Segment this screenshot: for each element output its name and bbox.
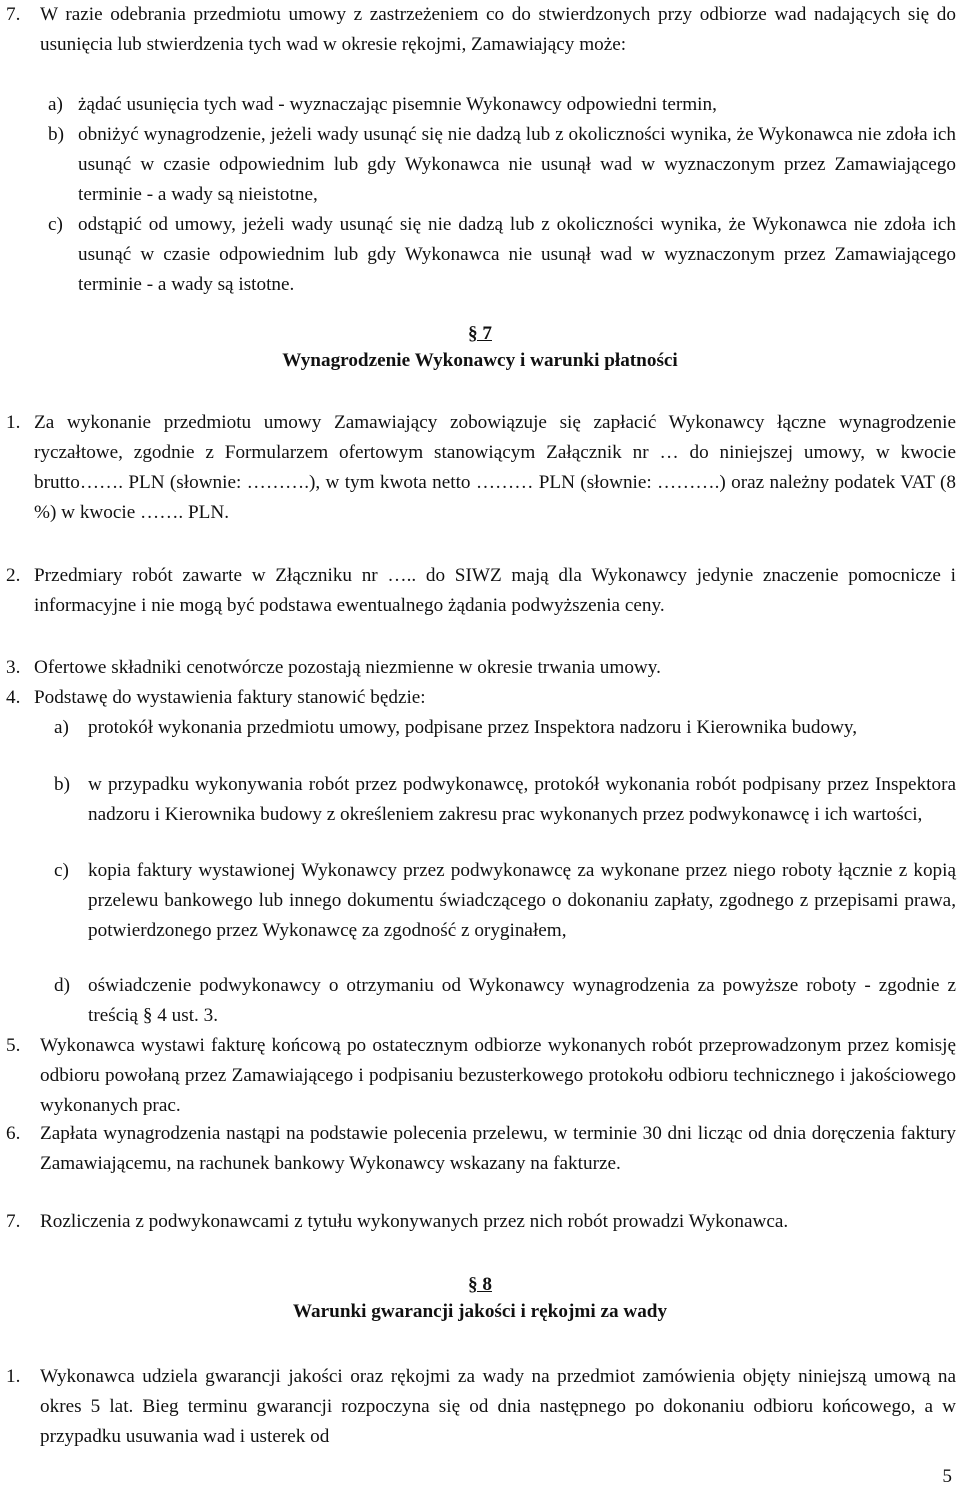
point-text: Ofertowe składniki cenotwórcze pozostają niezmienne w okresie trwania umowy. [34, 657, 661, 678]
point-7 [6, 0, 956, 60]
point-3 [6, 653, 956, 683]
list-text: oświadczenie podwykonawcy o otrzymaniu od Wykonawcy wynagrodzenia za powyższe roboty - zgodnie z treścią § 4 ust. 3. [88, 975, 956, 1026]
point-text: Podstawę do wystawienia faktury stanowić będzie: [34, 687, 426, 708]
list-text: protokół wykonania przedmiotu umowy, podpisane przez Inspektora nadzoru i Kierownika budowy, [88, 717, 858, 738]
list-text: obniżyć wynagrodzenie, jeżeli wady usunąć się nie dadzą lub z okoliczności wynika, że Wykonawca nie zdoła ich usunąć w czasie odpowiednim lub gdy Wykonawca nie usunął wad w wyznaczonym przez Zamawiającego terminie - a wady są nieistotne, [78, 124, 956, 205]
point-text: Wykonawca wystawi fakturę końcową po ostatecznym odbiorze wykonanych robót przeprowadzonym przez komisję odbioru powołaną przez Zamawiającego i podpisaniu bezusterkowego protokołu odbioru technicznego i jakościowego wykonanych prac. [40, 1035, 956, 1116]
point-text: Za wykonanie przedmiotu umowy Zamawiający zobowiązuje się zapłacić Wykonawcy łączne wynagrodzenie ryczałtowe, zgodnie z Formularzem ofertowym stanowiącym Załącznik nr … do niniejszej umowy, w kwocie brutto……. PLN (słownie: ……….), w tym kwota netto ……… PLN (słownie: ……….) oraz należny podatek VAT (8 %) w kwocie ……. PLN. [34, 412, 956, 523]
point-2 [6, 561, 956, 621]
point-7 [6, 1207, 956, 1237]
point-number: 3. [6, 657, 21, 678]
point-text: W razie odebrania przedmiotu umowy z zastrzeżeniem co do stwierdzonych przy odbiorze wad nadających się do usunięcia lub stwierdzenia tych wad w okresie rękojmi, Zamawiający może: [40, 4, 956, 55]
list-text: kopia faktury wystawionej Wykonawcy przez podwykonawcę za wykonane przez niego roboty łącznie z kopią przelewu bankowego lub innego dokumentu świadczącego o dokonaniu zapłaty, zgodnego z przepisami prawa, potwierdzonego przez Wykonawcę za zgodność z oryginałem, [88, 860, 956, 941]
point-number: 6. [6, 1123, 21, 1144]
list-text: żądać usunięcia tych wad - wyznaczając pisemnie Wykonawcy odpowiedni termin, [78, 94, 717, 115]
point-number: 7. [6, 1211, 21, 1232]
list-label: b) [48, 124, 64, 145]
point-number: 4. [6, 687, 21, 708]
point-1 [6, 1362, 956, 1452]
point-number: 7. [6, 4, 21, 25]
list-label: c) [54, 860, 69, 881]
list-text: w przypadku wykonywania robót przez podwykonawcę, protokół wykonania robót podpisany przez Inspektora nadzoru i Kierownika budowy z określeniem zakresu prac wykonanych przez podwykonawcę i ich wartości, [88, 774, 956, 825]
section-symbol: § 7 [468, 323, 492, 344]
point-1 [6, 408, 956, 528]
point-text: Zapłata wynagrodzenia nastąpi na podstawie polecenia przelewu, w terminie 30 dni licząc od dnia doręczenia faktury Zamawiającemu, na rachunek bankowy Wykonawcy wskazany na fakturze. [40, 1123, 956, 1174]
point-number: 1. [6, 412, 21, 433]
list-text: odstąpić od umowy, jeżeli wady usunąć się nie dadzą lub z okoliczności wynika, że Wykonawca nie zdoła ich usunąć w czasie odpowiednim lub gdy Wykonawca nie usunął wad w wyznaczonym przez Zamawiającego terminie - a wady są istotne. [78, 214, 956, 295]
point-6 [6, 1119, 956, 1179]
list-label: d) [54, 975, 70, 996]
point-number: 2. [6, 565, 21, 586]
point-5 [6, 1031, 956, 1121]
list-label: a) [54, 717, 69, 738]
section-title: Warunki gwarancji jakości i rękojmi za wady [292, 1301, 668, 1322]
section-symbol: § 8 [468, 1274, 492, 1295]
page-number: 5 [942, 1466, 952, 1487]
section-title: Wynagrodzenie Wykonawcy i warunki płatności [282, 350, 678, 371]
list-label: b) [54, 774, 70, 795]
point-text: Rozliczenia z podwykonawcami z tytułu wykonywanych przez nich robót prowadzi Wykonawca. [40, 1211, 789, 1232]
point-text: Przedmiary robót zawarte w Złączniku nr ….. do SIWZ mają dla Wykonawcy jedynie znaczenie pomocnicze i informacyjne i nie mogą być podstawa ewentualnego żądania podwyższenia ceny. [34, 565, 956, 616]
list-label: c) [48, 214, 63, 235]
list-label: a) [48, 94, 63, 115]
point-text: Wykonawca udziela gwarancji jakości oraz rękojmi za wady na przedmiot zamówienia objęty niniejszą umową na okres 5 lat. Bieg terminu gwarancji rozpoczyna się od dnia następnego po dokonaniu odbioru końcowego, a w przypadku usuwania wad i usterek od [40, 1366, 956, 1447]
point-number: 5. [6, 1035, 21, 1056]
point-4 [6, 683, 956, 713]
point-number: 1. [6, 1366, 21, 1387]
